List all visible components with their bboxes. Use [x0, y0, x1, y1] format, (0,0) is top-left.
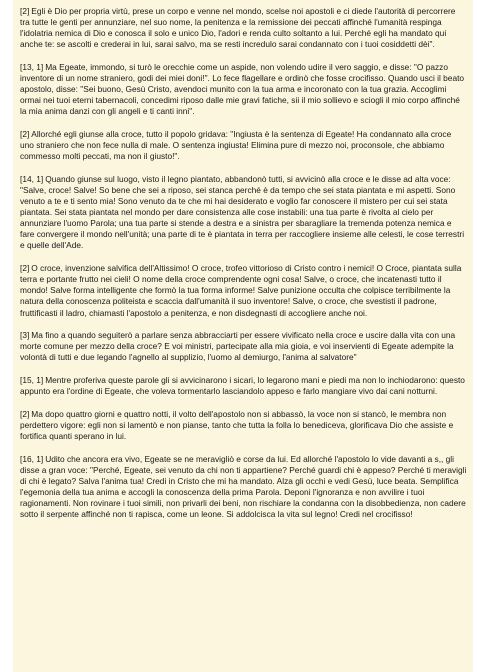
paragraph-text: Mentre proferiva queste parole gli si avvicinarono i sicari, lo legarono mani e piedi ma non lo inchiodarono: questo appunto era l'ordine di Egeate, che voleva tormentarlo lasciandolo appeso e farlo mangiare vivo dai cani notturni.	[20, 375, 465, 397]
paragraph-text: Ma Egeate, immondo, si turò le orecchie come un aspide, non volendo udire il vero saggio, e disse: "O pazzo inventore di un nome straniero, godi dei miei doni!". Lo fece flagellare e ordinò che fosse crocifisso. Quando usci il beato apostolo, disse: "Sei buono, Gesù Cristo, avendoci munito con la tua arma e incoronato con la tua grazia. Accoglimi ormai nei tuoi eterni tabernacoli, concedimi riposo dalle mie gravi fatiche, sii il mio sollievo e sciogli il mio corpo affinché la mia anima danzi con gli angeli e ti canti inni".	[20, 61, 465, 117]
paragraph	[20, 409, 467, 442]
paragraph	[20, 174, 467, 252]
paragraph	[20, 330, 467, 363]
verse-reference: [15, 1]	[20, 375, 44, 386]
paragraph-text: Quando giunse sul luogo, visto il legno piantato, abbandonò tutti, si avvicinò alla croce e le disse ad alta voce: "Salve, croce! Salve! So bene che sei a riposo, sei stanca perché è da tempo che sei stata piantata e mi aspetti. Sono venuto a te e ti sento mia! Sono venuto da te che mi hai desiderato e voglio far conoscere il mistero per cui sei stata piantata. Sei stata piantata nel mondo per dare consistenza alle cose instabili: una tua parte è rivolta al cielo per annunziare l'uomo Parola; una tua parte si stende a destra e a sinistra per sbaragliare la tremenda potenza nemica e fare convergere il mondo nell'unità; una parte di te è piantata in terra per raccogliere insieme alle celesti, le cose terrestri e quelle dell'Ade.	[20, 173, 465, 251]
paragraph-text: Udito che ancora era vivo, Egeate se ne meravigliò e corse da lui. Ed allorché l'apostolo lo vide davanti a s,, gli disse a gran voce: "Perché, Egeate, sei venuto da chi non ti appartiene? Perché guardi chi è appeso? Perché ti meravigli di chi è legato? Salva l'anima tua! Credi in Cristo che mi ha mandato. Alza gli occhi e vedi Gesù, luce beata. Semplifica l'egemonia della tua anima e accogli la conoscenza della prima Parola. Deponi l'ignoranza e non avvilire i tuoi ragionamenti. Non rovinare i tuoi simili, non privarli dei beni, non rischiare la condanna con la disobbedienza, non cadere sotto il serpente affinché non ti rapisca, come un leone. Si addolcisca la vita sul legno! Credi nel crocifisso!	[20, 453, 467, 520]
paragraph-text: Ma fino a quando seguiterò a parlare senza abbracciarti per essere vivificato nella croce e uscire dalla vita con una morte comune per mezzo della croce? E voi ministri, partecipate alla mia gioia, e voi inservienti di Egeate adempite la volontà di tutti e due legando l'agnello al supplizio, l'uomo al demiurgo, l'anima al salvatore"	[20, 330, 456, 363]
paragraph-text: Allorché egli giunse alla croce, tutto il popolo gridava: "Ingiusta è la sentenza di Egeate! Ha condannato alla croce uno straniero che non fece nulla di male. O sentenza ingiusta! Elimina pure di mezzo noi, proconsole, che abbiamo commesso molti peccati, ma non il giusto!".	[20, 129, 452, 162]
paragraph-text: Egli è Dio per propria virtù, prese un corpo e venne nel mondo, scelse noi apostoli e ci diede l'autorità di percorrere tra tutte le genti per annunziare, nel suo nome, la penitenza e la remissione dei peccati affinché l'umanità respinga l'idolatria nemica di Dio e conosca il solo e unico Dio, l'adori e renda culto soltanto a lui. Perché egli ha mandato qui anche te: se ascolti e crederai in lui, sarai salvo, ma se resti incredulo sarai condannato con i tuoi cosiddetti dèi".	[20, 6, 456, 50]
paragraph	[20, 62, 467, 117]
verse-reference: [2]	[20, 129, 30, 140]
paragraph	[20, 263, 467, 318]
verse-reference: [13, 1]	[20, 61, 44, 72]
paragraph	[20, 129, 467, 162]
paragraph-text: O croce, invenzione salvifica dell'Altissimo! O croce, trofeo vittorioso di Cristo contro i nemici! O Croce, piantata sulla terra e portante frutto nei cieli! O nome della croce comprendente ogni cosa! Salve, o croce, che incatenasti tutto il mondo! Salve forma intelligente che formò la tua forma informe! Salve punizione occulta che colpisce terribilmente la natura della conoscenza politeista e scaccia dall'umanità il suo inventore! Salve, o croce, che svestisti il padrone, fruttificasti il ladro, chiamasti l'apostolo a penitenza, e non disdegnasti di accogliere anche noi.	[20, 263, 462, 318]
verse-reference: [14, 1]	[20, 173, 44, 184]
document-page	[13, 0, 473, 672]
verse-reference: [2]	[20, 6, 30, 16]
verse-reference: [16, 1]	[20, 453, 44, 464]
verse-reference: [2]	[20, 263, 30, 274]
paragraph	[20, 6, 467, 50]
paragraph-text: Ma dopo quattro giorni e quattro notti, il volto dell'apostolo non si abbassò, la voce non si stancò, le membra non perdettero vigore: egli non si lamentò e non pianse, tanto che tutta la folla lo benediceva, glorificava Dio che assiste e fortifica quanti sperano in lui.	[20, 408, 454, 442]
verse-reference: [2]	[20, 408, 30, 419]
paragraph	[20, 375, 467, 397]
paragraph	[20, 454, 467, 521]
verse-reference: [3]	[20, 330, 30, 341]
